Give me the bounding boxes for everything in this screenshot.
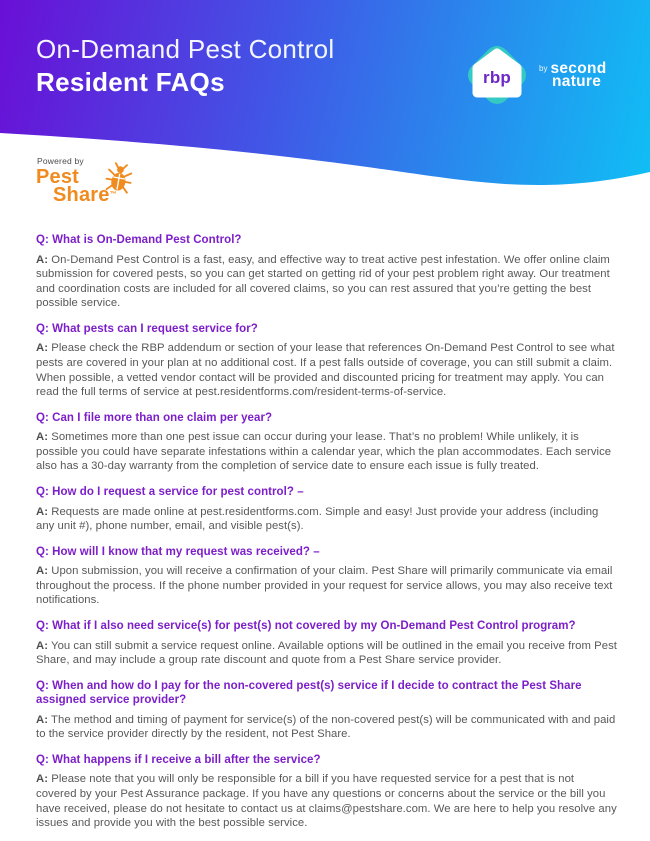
powered-by-label: Powered by [37,156,84,166]
brand-word-second: second [550,59,607,77]
faq-question: Q: When and how do I pay for the non-covered pest(s) service if I decide to contract the Pest Share assigned service provider? [36,679,582,707]
faq-item [36,233,617,311]
faq-question: Q: How do I request a service for pest control? – [36,486,304,499]
answer-prefix: A: [36,773,49,786]
answer-prefix: A: [36,639,49,652]
faq-list [0,215,650,831]
faq-item [36,545,617,608]
answer-prefix: A: [36,505,49,518]
faq-answer: A: Sometimes more than one pest issue can occur during your lease. That’s no problem! While unlikely, it is possible you could have separate infestations within a calendar year, which the plan accommodates. Each service also has a 30-day warranty from the completion of service date to ensure each issue is fully treated. [36,431,612,473]
faq-item [36,485,617,534]
second-nature-wordmark [539,59,607,90]
pestshare-logo [36,156,117,204]
faq-item [36,619,617,668]
faq-question: Q: What is On-Demand Pest Control? [36,234,242,246]
page-subtitle: Resident FAQs [36,67,225,97]
faq-answer: A: The method and timing of payment for service(s) of the non-covered pest(s) will be communicated with and paid to the service provider directly by the resident, not Pest Share. [36,713,616,741]
by-label: by [539,63,548,73]
faq-answer: A: Requests are made online at pest.residentforms.com. Simple and easy! Just provide your address (including any unit #), phone number, email, and visible pest(s). [36,505,599,533]
faq-question: Q: What if I also need service(s) for pest(s) not covered by my On-Demand Pest Control program? [36,620,576,632]
answer-prefix: A: [36,565,49,578]
faq-item [36,753,617,831]
faq-question: Q: What pests can I request service for? [36,322,258,335]
rbp-badge [466,44,528,106]
faq-item [36,322,617,400]
faq-answer: A: Please check the RBP addendum or section of your lease that references On-Demand Pest Control to see what pests are covered in your plan at no additional cost. If a pest falls outside of coverage, you can still submit a claim. When possible, a vetted vendor contact will be provided and discounted pricing for treatment may apply. You can read the full terms of service at pest.residentforms.com/resident-terms-of-service. [36,342,615,399]
answer-prefix: A: [36,713,49,726]
header-banner [0,0,650,215]
header-titles [36,33,335,99]
faq-question: Q: What happens if I receive a bill after the service? [36,753,321,766]
rbp-logo [466,44,607,106]
faq-item [36,679,617,742]
beetle-icon [101,160,136,197]
faq-question: Q: How will I know that my request was received? – [36,545,320,558]
answer-prefix: A: [36,431,49,444]
faq-question: Q: Can I file more than one claim per year? [36,411,273,424]
faq-item [36,411,617,474]
brand-word-nature: nature [552,73,602,90]
page-title: On-Demand Pest Control [36,34,335,64]
faq-answer: A: You can still submit a service request online. Available options will be outlined in the email you receive from Pest Share, and may include a group rate discount and quote from a Pest Share service provider. [36,639,617,667]
faq-answer: A: Please note that you will only be responsible for a bill if you have requested service for a pest that is not covered by your Pest Assurance package. If you have any questions or concerns about the service or the bill you have received, please do not hesitate to contact us at claims@pestshare.com. We are here to help you resolve any issues and provide you with the best possible service. [36,773,617,830]
faq-answer: A: On-Demand Pest Control is a fast, easy, and effective way to treat active pest infestation. We offer online claim submission for covered pests, so you can get started on getting rid of your pest problem right away. Our treatment and coordination costs are included for all covered claims, so you can rest assured that you’re getting the best possible service. [36,253,610,310]
answer-prefix: A: [36,253,49,266]
answer-prefix: A: [36,342,49,355]
rbp-wordmark: rbp [483,68,511,87]
faq-answer: A: Upon submission, you will receive a confirmation of your claim. Pest Share will primarily communicate via email throughout the process. If the phone number provided in your request for service allows, you may also receive text notifications. [36,565,613,607]
trademark-symbol: ™ [109,191,117,198]
brand-word-pest: Pest [36,166,80,188]
brand-word-share: Share™ [53,184,117,206]
